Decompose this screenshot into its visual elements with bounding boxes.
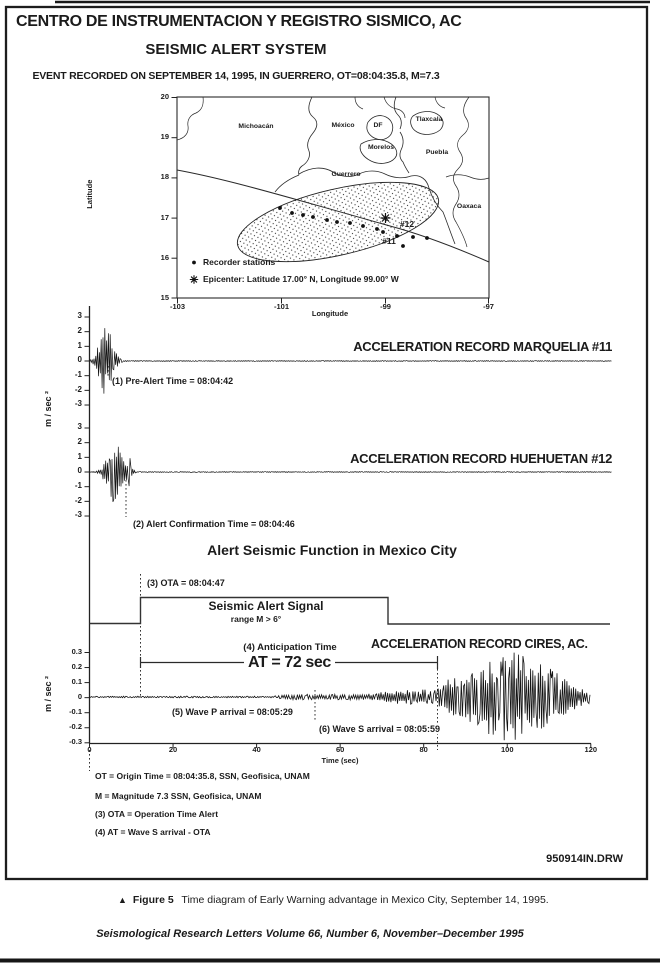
file-label: 950914IN.DRW (546, 853, 623, 865)
record1-annotation: (1) Pre-Alert Time = 08:04:42 (112, 376, 234, 386)
station-label-12: #12 (399, 219, 415, 229)
state-label-df: DF (373, 122, 383, 129)
record1-y-tick: 2 (77, 326, 82, 336)
map-lat-tick: 20 (160, 92, 169, 101)
record2-annotation: (2) Alert Confirmation Time = 08:04:46 (133, 519, 295, 529)
caption-text: Time diagram of Early Warning advantage in Mexico City, September 14, 1995. (181, 894, 549, 906)
map-lat-tick: 16 (160, 252, 169, 262)
record2-y-tick: -1 (74, 481, 82, 491)
state-label-méxico: México (331, 122, 355, 129)
cires-title: ACCELERATION RECORD CIRES, AC. (371, 637, 588, 651)
record1-y-tick: -3 (74, 399, 82, 409)
cires-x-tick: 100 (500, 744, 514, 754)
map-lon-tick: -99 (380, 301, 391, 311)
alert-signal-label: Seismic Alert Signal (208, 599, 324, 613)
state-label-michoacán: Michoacán (238, 123, 274, 130)
record2-y-tick: -3 (74, 510, 82, 520)
cires-y-tick: 0.3 (71, 646, 82, 656)
note-line-1: OT = Origin Time = 08:04:35.8, SSN, Geofisica, UNAM (95, 771, 310, 781)
state-label-puebla: Puebla (425, 149, 449, 156)
next-figure-edge (0, 959, 660, 963)
anticipation-value: AT = 72 sec (244, 654, 335, 672)
figure-title-line1: CENTRO DE INSTRUMENTACION Y REGISTRO SISMICO, AC (16, 13, 462, 30)
note-line-2: M = Magnitude 7.3 SSN, Geofisica, UNAM (95, 791, 262, 801)
record2-y-tick: 0 (77, 466, 82, 476)
alert-signal-range: range M > 6° (230, 614, 282, 624)
wave-s-annotation: (6) Wave S arrival = 08:05:59 (319, 724, 440, 734)
map-lat-tick: 18 (160, 172, 169, 182)
map-lat-tick: 15 (160, 292, 169, 302)
record2-y-tick: 3 (77, 422, 82, 432)
caption-label: Figure 5 (132, 894, 174, 906)
state-label-guerrero: Guerrero (331, 171, 361, 178)
state-label-oaxaca: Oaxaca (456, 203, 482, 210)
map-lon-tick: -101 (273, 301, 289, 311)
note-line-3: (3) OTA = Operation Time Alert (95, 809, 219, 819)
event-subtitle: EVENT RECORDED ON SEPTEMBER 14, 1995, IN GUERRERO, OT=08:04:35.8, M=7.3 (32, 70, 440, 82)
ylabel-msec-cires: m / sec ² (42, 676, 53, 713)
legend-epicenter: Epicenter: Latitude 17.00° N, Longitude 99.00° W (203, 274, 399, 284)
caption-triangle-icon: ▲ (118, 895, 127, 905)
state-label-tlaxcala: Tlaxcala (415, 116, 443, 123)
record2-y-tick: 1 (77, 451, 82, 461)
cires-x-tick: 40 (252, 744, 261, 754)
figure-caption (118, 895, 549, 907)
cires-x-tick: 80 (419, 744, 428, 754)
cires-y-tick: 0 (77, 692, 82, 702)
record1-y-tick: 0 (77, 355, 82, 365)
cires-x-tick: 20 (168, 744, 178, 754)
map-lon-tick: -103 (169, 301, 185, 311)
cires-x-tick: 0 (87, 744, 92, 754)
map-lon-tick: -97 (483, 301, 494, 311)
ota-label: (3) OTA = 08:04:47 (147, 578, 225, 588)
cires-y-tick: -0.2 (69, 722, 82, 732)
cires-x-tick: 120 (584, 744, 598, 754)
alert-heading: Alert Seismic Function in Mexico City (207, 542, 457, 558)
cires-y-tick: -0.1 (69, 707, 82, 717)
record1-y-tick: 3 (77, 311, 82, 321)
ylabel-msec-records: m / sec ² (42, 391, 53, 428)
cires-y-tick: -0.3 (69, 737, 82, 747)
station-label-11: #11 (382, 236, 396, 246)
state-label-morelos: Morelos (367, 144, 395, 151)
seismogram-traces (90, 328, 612, 740)
map-lat-tick: 17 (160, 212, 169, 222)
record2-title: ACCELERATION RECORD HUEHUETAN #12 (350, 451, 612, 466)
record2-y-tick: 2 (77, 437, 82, 447)
note-line-4: (4) AT = Wave S arrival - OTA (95, 827, 211, 837)
cires-y-tick: 0.2 (71, 661, 82, 671)
record2-y-tick: -2 (74, 495, 82, 505)
map-ylabel: Latitude (84, 179, 94, 209)
record1-y-tick: 1 (77, 340, 82, 350)
wave-p-annotation: (5) Wave P arrival = 08:05:29 (172, 707, 293, 717)
cires-x-tick: 60 (335, 744, 345, 754)
record1-y-tick: -2 (74, 384, 82, 394)
record1-title: ACCELERATION RECORD MARQUELIA #11 (353, 339, 612, 354)
map-lat-tick: 19 (160, 132, 169, 142)
anticipation-label: (4) Anticipation Time (243, 642, 337, 653)
record1-y-tick: -1 (74, 370, 82, 380)
journal-footer: Seismological Research Letters Volume 66, Number 6, November–December 1995 (96, 928, 524, 940)
map-xlabel: Longitude (311, 309, 349, 318)
time-axis-label: Time (sec) (321, 756, 359, 765)
figure-title-line2: SEISMIC ALERT SYSTEM (145, 41, 327, 58)
cires-y-tick: 0.1 (71, 677, 82, 686)
legend-recorder-stations: Recorder stations (203, 257, 276, 267)
